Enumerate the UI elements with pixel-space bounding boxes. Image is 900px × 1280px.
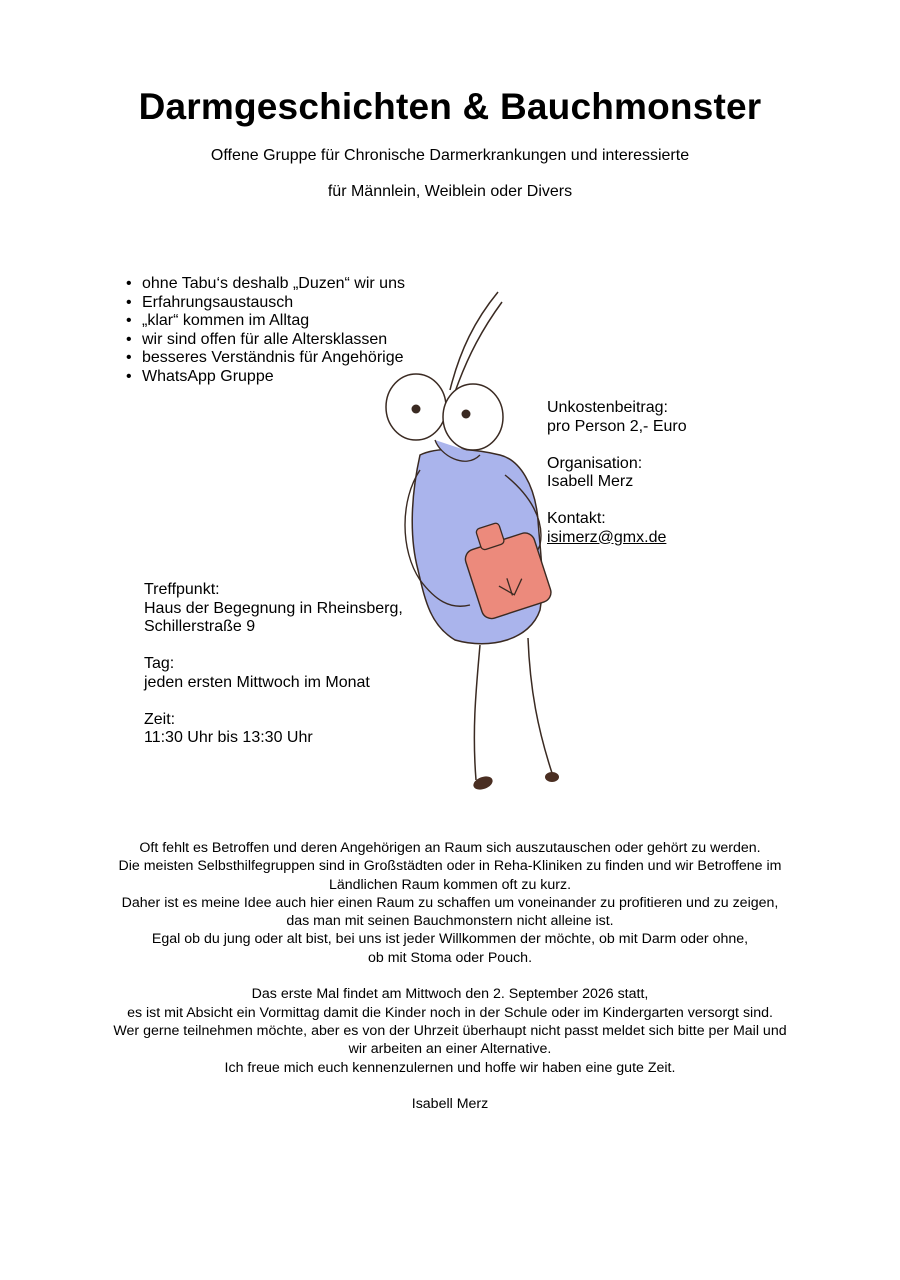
paragraph-line: Das erste Mal findet am Mittwoch den 2. September 2026 statt, [251, 986, 649, 1003]
paragraph-line: Oft fehlt es Betroffen und deren Angehörigen an Raum sich auszutauschen oder gehört zu werden. [139, 840, 761, 856]
contact-block [547, 510, 687, 547]
paragraph-line: Ländlichen Raum kommen oft zu kurz. [328, 876, 572, 893]
meeting-place-line: Haus der Begegnung in Rheinsberg, [144, 599, 403, 617]
list-item: • Erfahrungsaustausch [126, 294, 405, 313]
contact-label: Kontakt: [547, 510, 606, 527]
paragraph-line: Die meisten Selbsthilfegruppen sind in Großstädten oder in Reha-Kliniken zu finden und wir Betroffene im [118, 858, 782, 875]
info-right [547, 399, 687, 566]
paragraph-line: ob mit Stoma oder Pouch. [367, 949, 533, 966]
list-item: • besseres Verständnis für Angehörige [126, 349, 405, 368]
paragraph-line: Ich freue mich euch kennenzulernen und hoffe wir haben eine gute Zeit. [224, 1059, 676, 1076]
feature-list [126, 275, 405, 386]
page-title: Darmgeschichten & Bauchmonster [138, 86, 762, 127]
fee-label: Unkostenbeitrag: [547, 399, 668, 416]
info-left [144, 581, 403, 766]
list-item: • wir sind offen für alle Altersklassen [126, 331, 405, 350]
paragraph-line: wir arbeiten an einer Alternative. [348, 1041, 552, 1058]
organisation-label: Organisation: [547, 454, 643, 472]
fee-value: pro Person 2,- Euro [547, 417, 687, 435]
contact-email-link[interactable]: isimerz@gmx.de [547, 528, 667, 546]
time-label: Zeit: [144, 710, 176, 728]
paragraph-line: das man mit seinen Bauchmonstern nicht alleine ist. [286, 913, 614, 930]
meeting-place-label: Treffpunkt: [144, 581, 220, 598]
fee-block [547, 399, 687, 436]
organisation-block [547, 455, 687, 492]
list-item: • WhatsApp Gruppe [126, 368, 405, 387]
body-text [60, 839, 840, 1113]
organisation-value: Isabell Merz [547, 473, 634, 490]
day-value: jeden ersten Mittwoch im Monat [144, 673, 370, 691]
day-label: Tag: [144, 655, 175, 672]
list-item: • ohne Tabu‘s deshalb „Duzen“ wir uns [126, 275, 405, 294]
meeting-place-address: Schillerstraße 9 [144, 618, 256, 635]
subtitle-audience: für Männlein, Weiblein oder Divers [327, 183, 573, 200]
signature: Isabell Merz [411, 1096, 489, 1113]
day-block [144, 655, 403, 692]
meeting-place-block [144, 581, 403, 637]
paragraph-line: Daher ist es meine Idee auch hier einen Raum zu schaffen um voneinander zu profitieren und zu zeigen, [121, 894, 779, 911]
list-item: • „klar“ kommen im Alltag [126, 312, 405, 331]
paragraph-line: es ist mit Absicht ein Vormittag damit die Kinder noch in der Schule oder im Kindergarten versorgt sind. [127, 1004, 773, 1021]
time-block [144, 711, 403, 748]
time-value: 11:30 Uhr bis 13:30 Uhr [144, 729, 313, 746]
paragraph-line: Wer gerne teilnehmen möchte, aber es von der Uhrzeit überhaupt nicht passt meldet sich bitte per Mail und [113, 1022, 787, 1039]
paragraph-line: Egal ob du jung oder alt bist, bei uns ist jeder Willkommen der möchte, ob mit Darm oder ohne, [151, 931, 749, 948]
subtitle: Offene Gruppe für Chronische Darmerkrankungen und interessierte [210, 147, 690, 164]
